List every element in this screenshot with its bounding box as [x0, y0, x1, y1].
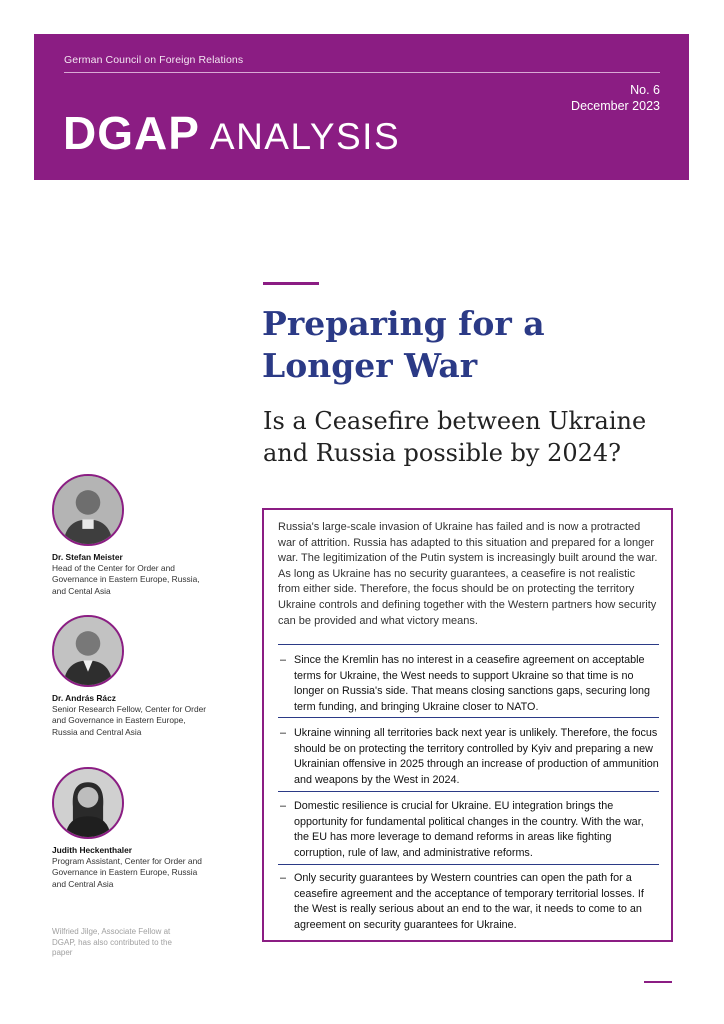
- author-card: [52, 615, 212, 738]
- key-point-text: Since the Kremlin has no interest in a ceasefire agreement on acceptable terms for Ukraine, the West needs to support Ukraine so that time is no longer on Russia's side. That means closing sanctions gaps, securing long term funding, and bringing Ukraine closer to NATO.: [294, 654, 650, 713]
- author-name: Dr. András Rácz: [52, 693, 116, 703]
- brand-main: DGAP: [63, 107, 200, 159]
- author-card: [52, 474, 212, 597]
- contributor-note: Wilfried Jilge, Associate Fellow at DGAP, has also contributed to the paper: [52, 927, 172, 958]
- summary-box: [262, 508, 673, 942]
- author-role: Program Assistant, Center for Order and Governance in Eastern Europe, Russia and Central Asia: [52, 856, 202, 889]
- issue-info: [571, 82, 660, 114]
- key-point-text: Only security guarantees by Western countries can open the path for a ceasefire agreement and the acceptance of temporary territorial losses. If the West is really serious about an end to the war, it needs to come to an agreement on security guarantees for Ukraine.: [294, 872, 644, 931]
- author-photo: [52, 474, 124, 546]
- key-point: [280, 799, 660, 861]
- page-title: Preparing for a Longer War: [262, 304, 545, 385]
- brand-logo: [63, 106, 400, 160]
- key-point: [280, 726, 660, 788]
- page-subtitle: Is a Ceasefire between Ukraine and Russia possible by 2024?: [263, 407, 647, 467]
- header-band: [34, 34, 689, 180]
- person-silhouette-icon: [54, 617, 122, 685]
- key-point-divider: [278, 864, 659, 865]
- key-point: [280, 653, 660, 715]
- bullet-dash: –: [280, 727, 287, 739]
- author-role: Senior Research Fellow, Center for Order and Governance in Eastern Europe, Russia and Central Asia: [52, 704, 207, 737]
- person-silhouette-icon: [54, 476, 122, 544]
- footer-accent-rule: [644, 981, 672, 983]
- issue-number: No. 6: [630, 83, 660, 97]
- brand-sub: ANALYSIS: [209, 116, 401, 157]
- key-point-text: Ukraine winning all territories back next year is unlikely. Therefore, the focus should be on protecting the territory controlled by Kyiv and preparing a new Ukrainian offensive in 2025 through an increase of production of ammunition and weapons by the West in 2024.: [294, 727, 659, 786]
- author-photo: [52, 767, 124, 839]
- summary-intro: Russia's large-scale invasion of Ukraine has failed and is now a protracted war of attrition. Russia has adapted to this situation and prepared for a longer war. The legitimization of the Putin system is increasingly built around the war. As long as Ukraine has no security guarantees, a ceasefire is not realistic from either side. Therefore, the focus should be on protecting the territory Ukraine controls and defining together with the Western partners how security can be provided and what victory means.: [278, 521, 658, 627]
- bullet-dash: –: [280, 872, 287, 884]
- author-photo: [52, 615, 124, 687]
- title-accent-rule: [263, 282, 319, 285]
- key-point-divider: [278, 791, 659, 792]
- bullet-dash: –: [280, 654, 287, 666]
- header-divider: [64, 72, 660, 73]
- person-silhouette-icon: [54, 769, 122, 837]
- issue-date: December 2023: [571, 99, 660, 113]
- key-point-text: Domestic resilience is crucial for Ukraine. EU integration brings the opportunity for fundamental political changes in the country. With the war, the EU has more leverage to demand reforms in areas like fighting corruption, rule of law, and administrative reforms.: [294, 800, 644, 859]
- author-card: [52, 767, 212, 890]
- author-name: Judith Heckenthaler: [52, 845, 133, 855]
- key-point: [280, 871, 660, 933]
- author-role: Head of the Center for Order and Governance in Eastern Europe, Russia, and Cental Asia: [52, 563, 200, 596]
- key-point-divider: [278, 644, 659, 645]
- organization-name: German Council on Foreign Relations: [64, 54, 244, 66]
- bullet-dash: –: [280, 800, 287, 812]
- author-name: Dr. Stefan Meister: [52, 552, 123, 562]
- key-point-divider: [278, 717, 659, 718]
